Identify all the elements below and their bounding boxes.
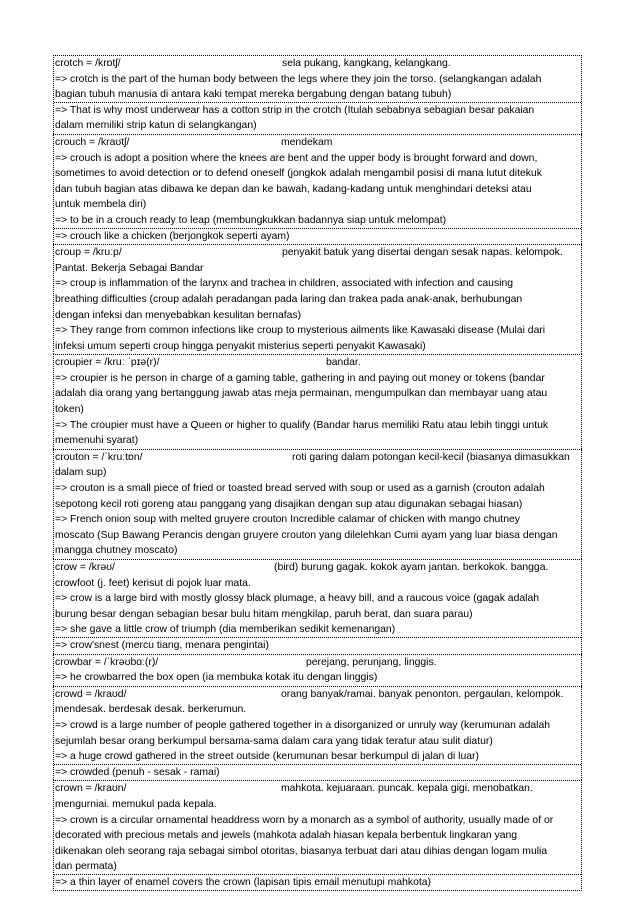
entry-meaning: penyakit batuk yang disertai dengan sesak napas. kelompok. <box>282 247 563 259</box>
entry-line: => French onion soup with melted gruyere crouton Incredible calamar of chicken with mango chutney <box>55 514 520 526</box>
entry-line: => to be in a crouch ready to leap (membungkukkan badannya siap untuk melompat) <box>54 213 581 229</box>
entry-word: crow = /krəʊ/ <box>55 562 115 573</box>
entry-header <box>54 781 581 797</box>
entry-meaning: (bird) burung gagak. kokok ayam jantan. berkokok. bangga. <box>274 562 549 573</box>
entry-line: sepotong kecil roti goreng atau panggang yang disajikan dengan sup atau digunakan sebagai hiasan) <box>55 498 523 510</box>
entry-word: crouton = /ˈkruːtɒn/ <box>55 451 143 463</box>
entry-header <box>54 560 581 576</box>
entry-line: infeksi umum seperti croup hingga penyakit misterius seperti penyakit Kawasaki) <box>55 340 426 352</box>
entry-header <box>54 450 581 466</box>
entry-line: => croup is inflammation of the larynx and trachea in children, associated with infection and causing <box>55 278 514 290</box>
entry-line: => crow'snest (mercu tiang, menara pengintai) <box>55 639 269 651</box>
entry-line: decorated with precious metals and jewels (mahkota adalah hiasan kepala berbentuk lingkaran yang <box>55 830 518 842</box>
entry-line: sometimes to avoid detection or to defend oneself (jongkok adalah mengambil posisi di mana lutut ditekuk <box>55 168 542 180</box>
entry-line: dalam sup) <box>55 467 107 479</box>
entry-word: crotch = /krɒtʃ/ <box>55 58 121 69</box>
entry-line: untuk membela diri) <box>55 199 147 211</box>
entry-line: => crouton is a small piece of fried or toasted bread served with soup or used as a garnish (crouton adalah <box>55 483 545 495</box>
entry-word: croup = /kruːp/ <box>55 247 122 259</box>
entry-header <box>54 56 581 72</box>
entry-line: moscato (Sup Bawang Perancis dengan gruyere crouton yang dilelehkan Cumi ayam yang luar biasa dengan <box>55 529 558 541</box>
entry-line: memenuhi syarat) <box>55 435 139 447</box>
dictionary-entry <box>53 654 582 686</box>
entry-header <box>54 687 581 703</box>
entry-line: dan permata) <box>54 859 581 875</box>
entry-meaning: orang banyak/ramai. banyak penonton. pergaulan, kelompok. <box>281 688 564 700</box>
entry-word: croupier = /kruː ˈpɪə(r)/ <box>55 357 160 369</box>
entry-line: token) <box>55 404 84 416</box>
dictionary-entry <box>53 780 582 891</box>
entry-line: => crowded (penuh - sesak - ramai) <box>55 766 220 778</box>
entry-line: dalam memiliki strip katun di selangkangan) <box>55 120 257 132</box>
entry-line: => a thin layer of enamel covers the crown (lapisan tipis email menutupi mahkota) <box>55 876 431 888</box>
entry-meaning: mendekam <box>281 136 333 148</box>
entry-meaning: perejang, perunjang, linggis. <box>306 656 437 668</box>
entry-line: => she gave a little crow of triumph (dia memberikan sedikit kemenangan) <box>54 622 581 638</box>
entry-line: burung besar dengan sebagian besar bulu hitam mengkilap, paruh berat, dan suara parau) <box>55 608 473 620</box>
entry-header <box>54 355 581 371</box>
entry-line: mendesak. berdesak desak. berkerumun. <box>55 704 247 716</box>
entry-line: => crow is a large bird with mostly glossy black plumage, a heavy bill, and a raucous voice (gagak adalah <box>55 593 539 605</box>
entry-line: => crouch is adopt a position where the knees are bent and the upper body is brought forward and down, <box>55 152 538 164</box>
entry-header <box>54 655 581 671</box>
entry-line: => The croupier must have a Queen or higher to qualify (Bandar harus memiliki Ratu atau lebih tinggi untuk <box>55 419 549 431</box>
entry-line: dan tubuh bagian atas dibawa ke depan dan ke bawah, kadang-kadang untuk menghindari deteksi atau <box>55 183 532 195</box>
entry-line: Pantat. Bekerja Sebagai Bandar <box>55 262 204 274</box>
entry-line: => crouch like a chicken (berjongkok seperti ayam) <box>55 230 290 242</box>
entry-line: dengan infeksi dan menyebabkan kesulitan bernafas) <box>55 309 302 321</box>
entry-line: mengurniai. memukul pada kepala. <box>55 798 217 810</box>
entry-word: crown = /kraʊn/ <box>55 783 127 795</box>
entry-line: => They range from common infections like croup to mysterious ailments like Kawasaki disease (Mulai dari <box>55 325 546 337</box>
entry-line: => a huge crowd gathered in the street outside (kerumunan besar berkumpul di jalan di luar) <box>54 749 581 765</box>
entry-line: => crotch is the part of the human body between the legs where they join the torso. (selangkangan adalah <box>55 73 542 85</box>
entry-line: dikenakan oleh seorang raja sebagai simbol otoritas, biasanya terbuat dari atau dihias dengan logam mulia <box>55 845 548 857</box>
entry-line: => crown is a circular ornamental headdress worn by a monarch as a symbol of authority, usually made of or <box>55 814 554 826</box>
dictionary-entry <box>53 354 582 449</box>
dictionary-entry <box>53 686 582 781</box>
entry-line: breathing difficulties (croup adalah peradangan pada laring dan trakea pada anak-anak, berhubungan <box>55 293 523 305</box>
entry-line: sejumlah besar orang berkumpul bersama-sama dalam cara yang tidak teratur atau sulit diatur) <box>55 735 493 747</box>
entry-meaning: roti garing dalam potongan kecil-kecil (biasanya dimasukkan <box>292 451 570 463</box>
entry-meaning: sela pukang, kangkang, kelangkang. <box>282 58 451 69</box>
entry-word: crowd = /kraʊd/ <box>55 688 127 700</box>
entry-word: crouch = /kraʊtʃ/ <box>55 136 130 148</box>
dictionary-entry <box>53 55 582 134</box>
entry-word: crowbar = /ˈkrəʊbɑː(r)/ <box>55 656 159 668</box>
entry-line: adalah dia orang yang bertanggung jawab atas meja permainan, mengumpulkan dan membayar uang atau <box>55 388 548 400</box>
entry-line: => crowd is a large number of people gathered together in a disorganized or unruly way (kerumunan adalah <box>55 719 551 731</box>
entry-line: => he crowbarred the box open (ia membuka kotak itu dengan linggis) <box>55 672 378 684</box>
dictionary-entry <box>53 244 582 354</box>
entry-line: crowfoot (j. feet) kerisut di pojok luar mata. <box>55 577 251 589</box>
entry-meaning: mahkota. kejuaraan. puncak. kepala gigi. menobatkan. <box>281 783 533 795</box>
entry-line: => That is why most underwear has a cotton strip in the crotch (Itulah sebabnya sebagian besar pakaian <box>55 104 535 116</box>
entry-line: mangga chutney moscato) <box>55 545 178 557</box>
dictionary-entry <box>53 449 582 559</box>
dictionary-entry <box>53 559 582 654</box>
entry-header <box>54 135 581 151</box>
dictionary-document <box>53 55 582 891</box>
entry-header <box>54 245 581 261</box>
dictionary-entry <box>53 134 582 244</box>
entry-line: bagian tubuh manusia di antara kaki tempat mereka bergabung dengan batang tubuh) <box>54 87 581 103</box>
entry-line: => croupier is he person in charge of a gaming table, gathering in and paying out money or tokens (bandar <box>55 372 545 384</box>
entry-meaning: bandar. <box>326 357 361 369</box>
